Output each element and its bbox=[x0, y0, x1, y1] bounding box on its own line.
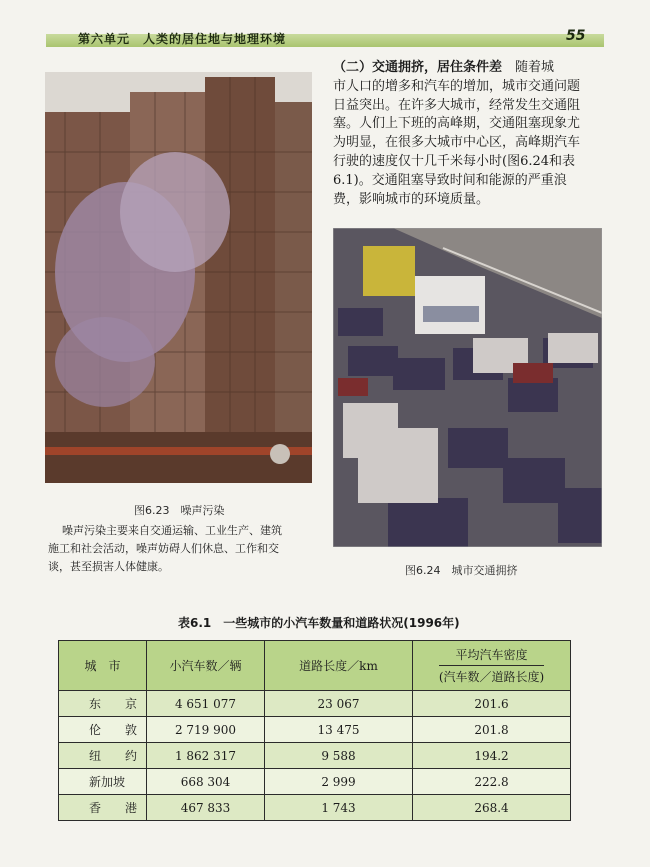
description-line: 谈，甚至损害人体健康。 bbox=[48, 560, 169, 573]
table-title: 表6.1 一些城市的小汽车数量和道路状况(1996年) bbox=[178, 616, 460, 630]
figure-6-23-caption: 图6.23 噪声污染 bbox=[134, 504, 225, 517]
cell-road-length: 13 475 bbox=[265, 717, 413, 743]
body-line: 6.1)。交通阻塞导致时间和能源的严重浪 bbox=[333, 172, 567, 188]
body-line: 费，影响城市的环境质量。 bbox=[333, 191, 490, 207]
cell-car-count: 467 833 bbox=[147, 795, 265, 821]
cell-density: 268.4 bbox=[413, 795, 571, 821]
noise-pollution-photo bbox=[45, 72, 312, 483]
header-density-label: 平均汽车密度 bbox=[455, 648, 528, 662]
cell-city: 新加坡 bbox=[59, 769, 147, 795]
table-row bbox=[59, 717, 571, 743]
table-row bbox=[59, 743, 571, 769]
body-line: 塞。人们上下班的高峰期，交通阻塞现象尤 bbox=[333, 116, 581, 132]
cell-density: 201.6 bbox=[413, 691, 571, 717]
cell-city: 香 港 bbox=[59, 795, 147, 821]
figure-6-23-description bbox=[48, 522, 312, 576]
header-car-count: 小汽车数／辆 bbox=[147, 641, 265, 691]
cell-road-length: 1 743 bbox=[265, 795, 413, 821]
table-row bbox=[59, 795, 571, 821]
city-traffic-table bbox=[58, 640, 571, 821]
cell-city: 东 京 bbox=[59, 691, 147, 717]
body-line: 日益突出。在许多大城市，经常发生交通阻 bbox=[333, 97, 581, 113]
traffic-congestion-photo bbox=[333, 228, 602, 547]
header-density-unit: (汽车数／道路长度) bbox=[439, 665, 544, 685]
cell-road-length: 23 067 bbox=[265, 691, 413, 717]
table-row bbox=[59, 769, 571, 795]
cell-city: 纽 约 bbox=[59, 743, 147, 769]
cell-car-count: 1 862 317 bbox=[147, 743, 265, 769]
cell-density: 194.2 bbox=[413, 743, 571, 769]
table-header-row bbox=[59, 641, 571, 691]
header-road-length: 道路长度／km bbox=[265, 641, 413, 691]
body-line: 市人口的增多和汽车的增加，城市交通问题 bbox=[333, 78, 581, 94]
section-subheading: （二）交通拥挤，居住条件差 bbox=[333, 60, 503, 75]
description-line: 噪声污染主要来自交通运输、工业生产、建筑 bbox=[62, 524, 282, 537]
figure-6-24-caption: 图6.24 城市交通拥挤 bbox=[405, 564, 518, 577]
cell-road-length: 9 588 bbox=[265, 743, 413, 769]
unit-title: 第六单元 人类的居住地与地理环境 bbox=[78, 32, 287, 46]
cell-road-length: 2 999 bbox=[265, 769, 413, 795]
body-line: 为明显，在很多大城市中心区，高峰期汽车 bbox=[333, 135, 581, 151]
header-city: 城 市 bbox=[59, 641, 147, 691]
description-line: 施工和社会活动，噪声妨碍人们休息、工作和交 bbox=[48, 542, 279, 555]
cell-density: 222.8 bbox=[413, 769, 571, 795]
body-line: 随着城 bbox=[515, 60, 555, 75]
cell-car-count: 668 304 bbox=[147, 769, 265, 795]
cell-car-count: 2 719 900 bbox=[147, 717, 265, 743]
cell-car-count: 4 651 077 bbox=[147, 691, 265, 717]
page-number: 55 bbox=[566, 28, 586, 44]
table-row bbox=[59, 691, 571, 717]
body-text bbox=[333, 59, 605, 209]
cell-city: 伦 敦 bbox=[59, 717, 147, 743]
body-line: 行驶的速度仅十几千米每小时(图6.24和表 bbox=[333, 153, 576, 169]
cell-density: 201.8 bbox=[413, 717, 571, 743]
header-density bbox=[413, 641, 571, 691]
